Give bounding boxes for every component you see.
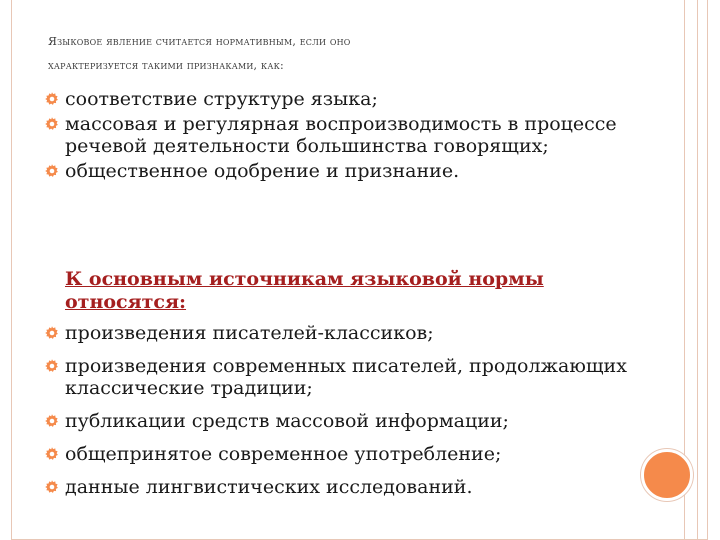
list-item-text: общественное одобрение и признание.: [65, 160, 460, 182]
title-line-1: Языковое явление считается нормативным, если оно: [48, 35, 351, 48]
list-item-text: данные лингвистических исследований.: [65, 476, 473, 498]
sources-list: [44, 322, 644, 509]
list-item: [44, 355, 644, 399]
gear-bullet-icon: [44, 91, 60, 107]
slide-title: [48, 30, 648, 78]
sources-heading: К основным источникам языковой нормы относятся:: [65, 268, 544, 313]
list-item: [44, 322, 644, 344]
list-item-text: соответствие структуре языка;: [65, 88, 378, 110]
list-item-text: общепринятое современное употребление;: [65, 443, 502, 465]
gear-bullet-icon: [44, 446, 60, 462]
gear-bullet-icon: [44, 116, 60, 132]
accent-circle: [641, 449, 693, 501]
list-item-text: массовая и регулярная воспроизводимость в процессе речевой деятельности большинства говорящих;: [65, 113, 617, 157]
list-item: [44, 113, 644, 157]
gear-bullet-icon: [44, 163, 60, 179]
list-item: [44, 476, 644, 498]
list-item-text: публикации средств массовой информации;: [65, 410, 509, 432]
gear-bullet-icon: [44, 358, 60, 374]
list-item: [44, 410, 644, 432]
gear-bullet-icon: [44, 479, 60, 495]
list-item: [44, 160, 644, 182]
gear-bullet-icon: [44, 325, 60, 341]
list-item-text: произведения писателей-классиков;: [65, 322, 434, 344]
list-item: [44, 88, 644, 110]
title-line-2: характеризуется такими признаками, как:: [48, 59, 284, 72]
gear-bullet-icon: [44, 413, 60, 429]
list-item-text: произведения современных писателей, продолжающих классические традиции;: [65, 355, 627, 399]
list-item: [44, 443, 644, 465]
features-list: [44, 88, 644, 185]
